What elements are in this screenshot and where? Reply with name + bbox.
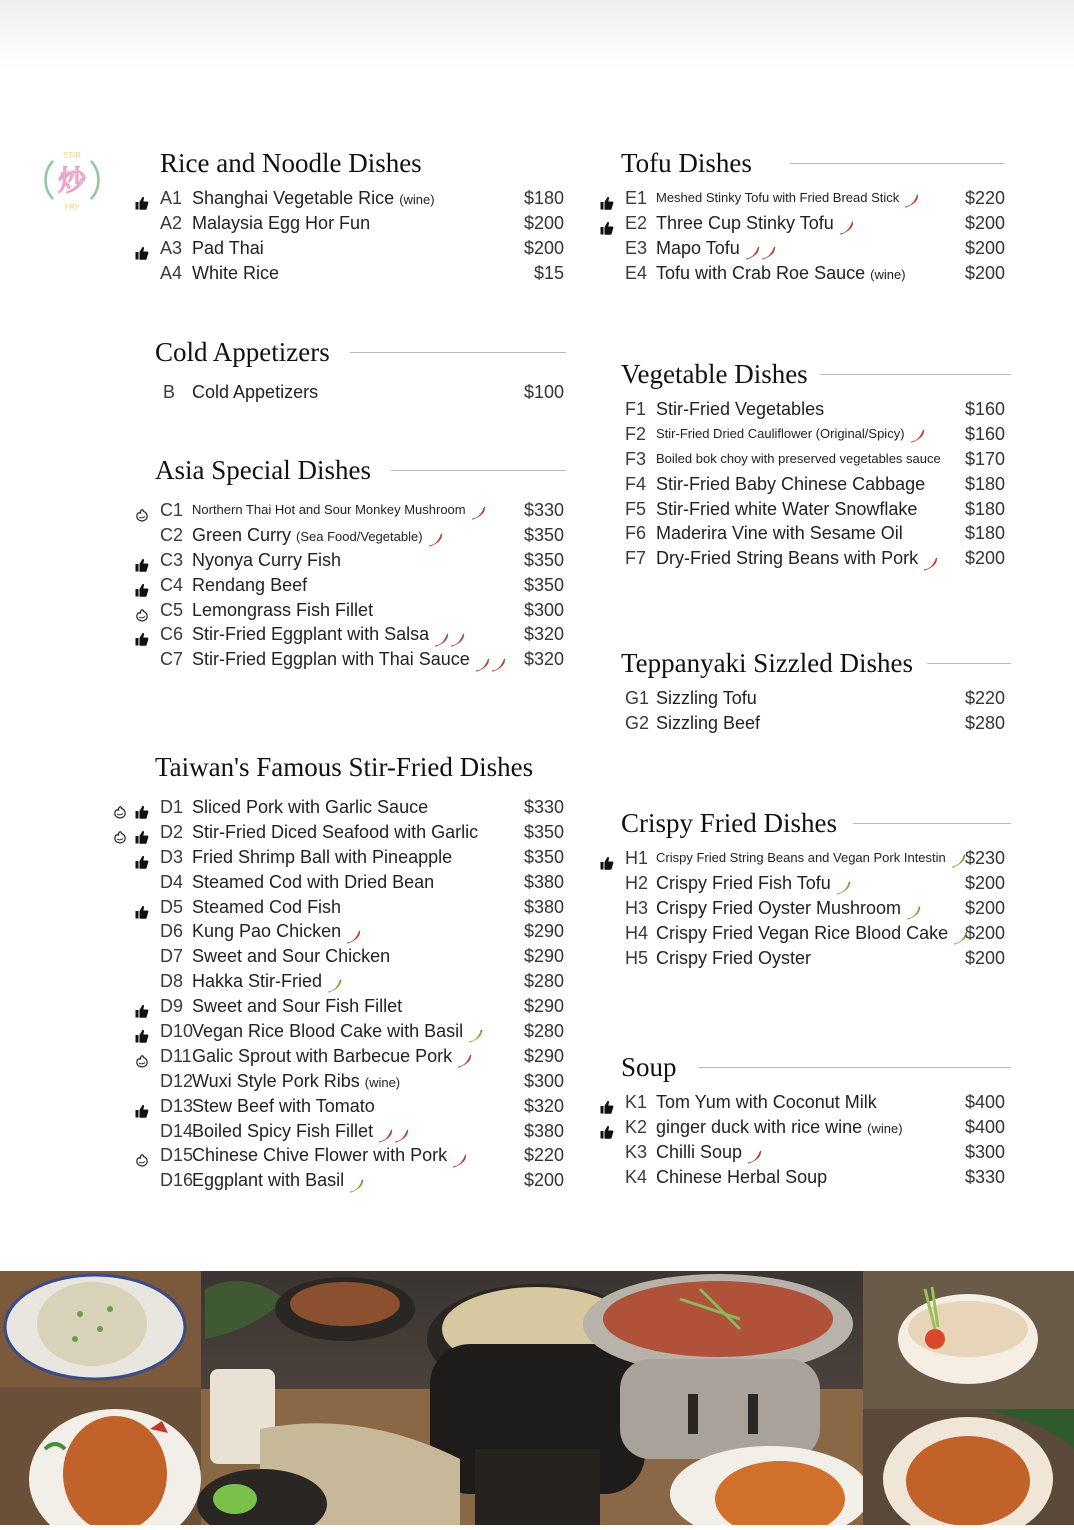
item-code: A2 bbox=[160, 212, 183, 233]
item-name: Stir-Fried Baby Chinese Cabbage bbox=[656, 473, 926, 494]
item-name: Stir-Fried Dried Cauliflower (Original/Spicy) bbox=[656, 422, 925, 447]
item-price: $350 bbox=[523, 574, 564, 595]
item-price: $320 bbox=[523, 1095, 564, 1116]
menu-item-c1 bbox=[155, 498, 566, 523]
item-name: Crispy Fried Fish Tofu bbox=[656, 871, 851, 896]
item-price: $350 bbox=[523, 524, 564, 545]
item-name: Nyonya Curry Fish bbox=[192, 549, 342, 570]
item-name: Wuxi Style Pork Ribs (wine) bbox=[192, 1070, 401, 1091]
item-price: $350 bbox=[523, 549, 564, 570]
menu-item-f7 bbox=[621, 546, 1011, 571]
item-price: $200 bbox=[523, 237, 564, 258]
item-code: E4 bbox=[625, 262, 648, 283]
item-code: A3 bbox=[160, 237, 183, 258]
section-title: Asia Special Dishes bbox=[155, 455, 566, 485]
thumbs-up-icon bbox=[135, 901, 149, 915]
item-price: $200 bbox=[523, 1170, 564, 1191]
item-code: G1 bbox=[625, 688, 650, 708]
item-code: F1 bbox=[625, 399, 647, 419]
item-code: F4 bbox=[625, 473, 647, 494]
spicy-chili-icon bbox=[909, 427, 925, 441]
section-title: Taiwan's Famous Stir-Fried Dishes bbox=[155, 752, 534, 782]
menu-item-d12 bbox=[155, 1069, 566, 1094]
item-name: Stir-Fried white Water Snowflake bbox=[656, 498, 918, 519]
item-code: D3 bbox=[160, 846, 184, 867]
thumbs-up-icon bbox=[135, 826, 149, 840]
food-photo-strip bbox=[0, 1269, 1074, 1525]
vegetarian-green-chili-icon bbox=[348, 1175, 364, 1189]
section-title: Rice and Noodle Dishes bbox=[160, 148, 422, 178]
item-code: H2 bbox=[625, 872, 649, 893]
item-price: $350 bbox=[523, 846, 564, 867]
spicy-chili-icon bbox=[922, 553, 938, 567]
item-name: Lemongrass Fish Fillet bbox=[192, 599, 374, 620]
item-note: (wine) bbox=[399, 192, 435, 207]
item-name: Crispy Fried Vegan Rice Blood Cake bbox=[656, 921, 968, 946]
item-name: Eggplant with Basil bbox=[192, 1168, 364, 1193]
item-code: D1 bbox=[160, 797, 184, 817]
item-price: $160 bbox=[964, 423, 1005, 444]
section-title: Soup bbox=[621, 1052, 1011, 1082]
svg-text:炒: 炒 bbox=[57, 164, 87, 197]
item-price: $200 bbox=[964, 947, 1005, 968]
item-price: $220 bbox=[964, 688, 1005, 708]
menu-item-d7 bbox=[155, 944, 566, 969]
item-name: Fried Shrimp Ball with Pineapple bbox=[192, 846, 453, 867]
thumbs-up-icon bbox=[135, 628, 149, 642]
item-name: Stir-Fried Diced Seafood with Garlic bbox=[192, 821, 479, 842]
item-price: $100 bbox=[523, 382, 564, 402]
spicy-chili-icon bbox=[451, 1150, 467, 1164]
thumbs-up-icon bbox=[135, 1000, 149, 1014]
item-code: D14 bbox=[160, 1120, 194, 1141]
menu-item-b bbox=[155, 380, 566, 405]
photo-clay-pot-spread bbox=[197, 1269, 870, 1525]
item-code: K4 bbox=[625, 1166, 648, 1187]
extra-spicy-chili-icon bbox=[744, 242, 776, 256]
divider bbox=[350, 352, 566, 353]
item-name: Boiled bok choy with preserved vegetables sauce bbox=[656, 450, 941, 466]
vegetarian-green-chili-icon bbox=[326, 975, 342, 989]
menu-item-d16 bbox=[155, 1168, 566, 1193]
item-price: $200 bbox=[964, 872, 1005, 893]
menu-item-h2 bbox=[621, 871, 1011, 896]
item-code: D16 bbox=[160, 1170, 194, 1191]
svg-text:STIR: STIR bbox=[63, 151, 81, 160]
thumbs-up-icon bbox=[135, 579, 149, 593]
garlic-bowl-icon bbox=[135, 1050, 149, 1064]
extra-spicy-chili-icon bbox=[474, 654, 506, 668]
item-code: C6 bbox=[160, 624, 184, 645]
item-price: $400 bbox=[964, 1092, 1005, 1112]
extra-spicy-chili-icon bbox=[433, 629, 465, 643]
item-name: Dry-Fried String Beans with Pork bbox=[656, 546, 938, 571]
item-code: D5 bbox=[160, 896, 184, 917]
item-code: E3 bbox=[625, 237, 648, 258]
vegetarian-green-chili-icon bbox=[905, 902, 921, 916]
item-price: $330 bbox=[523, 500, 564, 520]
item-price: $290 bbox=[523, 921, 564, 942]
item-price: $300 bbox=[523, 1070, 564, 1091]
item-price: $300 bbox=[523, 599, 564, 620]
menu-item-d1 bbox=[155, 795, 566, 820]
divider bbox=[927, 663, 1011, 664]
menu-item-f6 bbox=[621, 521, 1011, 546]
divider bbox=[391, 470, 566, 471]
item-name: Chinese Herbal Soup bbox=[656, 1166, 828, 1187]
menu-item-d8 bbox=[155, 969, 566, 994]
thumbs-up-icon bbox=[600, 1121, 614, 1135]
menu-item-f5 bbox=[621, 497, 1011, 522]
item-name: Rendang Beef bbox=[192, 574, 308, 595]
photo-fried-noodles bbox=[0, 1387, 201, 1525]
item-price: $230 bbox=[964, 848, 1005, 868]
menu-item-d4 bbox=[155, 870, 566, 895]
divider bbox=[820, 374, 1011, 375]
item-price: $170 bbox=[964, 448, 1005, 469]
item-code: A1 bbox=[160, 188, 183, 208]
spicy-chili-icon bbox=[746, 1146, 762, 1160]
item-code: A4 bbox=[160, 262, 183, 283]
menu-item-h4 bbox=[621, 921, 1011, 946]
garlic-bowl-icon bbox=[135, 1149, 149, 1163]
item-code: D9 bbox=[160, 996, 184, 1017]
item-name: Chilli Soup bbox=[656, 1140, 762, 1165]
menu-item-h1 bbox=[621, 846, 1011, 871]
photo-fried-rice bbox=[0, 1269, 201, 1387]
item-code: E1 bbox=[625, 188, 648, 208]
photo-curry-fish bbox=[863, 1409, 1074, 1525]
item-code: D6 bbox=[160, 921, 184, 942]
item-name: Sliced Pork with Garlic Sauce bbox=[192, 797, 429, 817]
extra-spicy-chili-icon bbox=[377, 1125, 409, 1139]
menu-item-e3 bbox=[621, 236, 1004, 261]
menu-item-e4 bbox=[621, 261, 1004, 286]
item-price: $330 bbox=[964, 1166, 1005, 1187]
item-code: D8 bbox=[160, 971, 184, 992]
menu-list bbox=[155, 380, 566, 405]
item-name: Sweet and Sour Chicken bbox=[192, 946, 391, 967]
item-name: Steamed Cod with Dried Bean bbox=[192, 871, 435, 892]
menu-item-c2 bbox=[155, 523, 566, 548]
item-name: Sizzling Tofu bbox=[656, 688, 757, 708]
item-note: (wine) bbox=[364, 1074, 401, 1090]
item-name: Northern Thai Hot and Sour Monkey Mushroom bbox=[192, 498, 486, 523]
menu-item-a4 bbox=[160, 261, 565, 286]
item-price: $320 bbox=[523, 624, 564, 645]
thumbs-up-icon bbox=[135, 192, 149, 206]
thumbs-up-icon bbox=[135, 851, 149, 865]
menu-item-d9 bbox=[155, 994, 566, 1019]
section-teppanyaki bbox=[621, 648, 1011, 736]
thumbs-up-icon bbox=[600, 217, 614, 231]
menu-item-d14 bbox=[155, 1119, 566, 1144]
item-name: Boiled Spicy Fish Fillet bbox=[192, 1119, 409, 1144]
thumbs-up-icon bbox=[600, 192, 614, 206]
item-price: $350 bbox=[523, 821, 564, 842]
item-code: C4 bbox=[160, 574, 184, 595]
item-note: (wine) bbox=[870, 266, 906, 282]
item-name: Meshed Stinky Tofu with Fried Bread Stick bbox=[656, 186, 919, 211]
section-vegetable bbox=[621, 359, 1011, 571]
thumbs-up-icon bbox=[600, 1096, 614, 1110]
spicy-chili-icon bbox=[456, 1050, 472, 1064]
thumbs-up-icon bbox=[135, 1100, 149, 1114]
item-name: Galic Sprout with Barbecue Pork bbox=[192, 1044, 472, 1069]
item-price: $220 bbox=[523, 1145, 564, 1166]
item-price: $380 bbox=[523, 1120, 564, 1141]
item-name: Chinese Chive Flower with Pork bbox=[192, 1143, 467, 1168]
spicy-chili-icon bbox=[903, 192, 919, 206]
item-price: $180 bbox=[964, 498, 1005, 519]
item-price: $180 bbox=[964, 473, 1005, 494]
item-code: D12 bbox=[160, 1070, 194, 1091]
vegetarian-green-chili-icon bbox=[950, 852, 966, 866]
garlic-bowl-icon bbox=[113, 801, 127, 815]
item-name: Shanghai Vegetable Rice (wine) bbox=[192, 188, 435, 208]
item-price: $200 bbox=[964, 212, 1005, 233]
item-code: D15 bbox=[160, 1145, 194, 1166]
item-code: E2 bbox=[625, 212, 648, 233]
item-code: C2 bbox=[160, 524, 184, 545]
section-asia-special bbox=[155, 455, 566, 672]
item-price: $200 bbox=[964, 262, 1005, 283]
item-name: Maderira Vine with Sesame Oil bbox=[656, 523, 903, 544]
item-price: $290 bbox=[523, 946, 564, 967]
menu-item-h3 bbox=[621, 896, 1011, 921]
item-price: $200 bbox=[964, 922, 1005, 943]
section-taiwan-stir-fried bbox=[155, 752, 566, 1193]
item-name: ginger duck with rice wine (wine) bbox=[656, 1116, 903, 1137]
item-code: B bbox=[163, 382, 176, 402]
menu-item-d11 bbox=[155, 1044, 566, 1069]
thumbs-up-icon bbox=[600, 852, 614, 866]
item-name: White Rice bbox=[192, 262, 280, 283]
menu-item-f3 bbox=[621, 447, 1011, 472]
menu-item-k3 bbox=[621, 1140, 1011, 1165]
item-name: Crispy Fried Oyster Mushroom bbox=[656, 896, 921, 921]
item-price: $280 bbox=[523, 1021, 564, 1042]
menu-item-c3 bbox=[155, 548, 566, 573]
item-code: D7 bbox=[160, 946, 184, 967]
item-price: $380 bbox=[523, 896, 564, 917]
item-note: (wine) bbox=[867, 1120, 903, 1136]
item-price: $330 bbox=[523, 797, 564, 817]
menu-list bbox=[621, 397, 1011, 571]
item-name: Tofu with Crab Roe Sauce (wine) bbox=[656, 262, 906, 283]
item-code: C1 bbox=[160, 500, 184, 520]
menu-item-c5 bbox=[155, 598, 566, 623]
garlic-bowl-icon bbox=[135, 604, 149, 618]
item-code: D11 bbox=[160, 1045, 192, 1066]
section-crispy-fried bbox=[621, 808, 1011, 970]
photo-tom-yum bbox=[863, 1269, 1074, 1409]
menu-item-d10 bbox=[155, 1019, 566, 1044]
spicy-chili-icon bbox=[470, 504, 486, 518]
item-name: Green Curry (Sea Food/Vegetable) bbox=[192, 523, 443, 550]
menu-item-f2 bbox=[621, 422, 1011, 447]
menu-list bbox=[621, 846, 1011, 970]
vegetarian-green-chili-icon bbox=[835, 877, 851, 891]
section-title: Tofu Dishes bbox=[621, 148, 1004, 178]
item-code: F3 bbox=[625, 448, 647, 469]
menu-item-h5 bbox=[621, 946, 1011, 971]
item-code: G2 bbox=[625, 712, 650, 733]
menu-item-d5 bbox=[155, 895, 566, 920]
divider bbox=[699, 1067, 1011, 1068]
item-code: F2 bbox=[625, 423, 647, 444]
item-code: F7 bbox=[625, 548, 647, 569]
item-price: $290 bbox=[523, 1045, 564, 1066]
item-price: $160 bbox=[964, 399, 1005, 419]
menu-item-f4 bbox=[621, 472, 1011, 497]
top-fade-band bbox=[0, 0, 1074, 70]
garlic-bowl-icon bbox=[113, 826, 127, 840]
item-price: $400 bbox=[964, 1116, 1005, 1137]
garlic-bowl-icon bbox=[135, 504, 149, 518]
menu-item-d6 bbox=[155, 919, 566, 944]
item-price: $200 bbox=[964, 237, 1005, 258]
menu-item-f1 bbox=[621, 397, 1011, 422]
thumbs-up-icon bbox=[135, 1025, 149, 1039]
menu-item-k4 bbox=[621, 1165, 1011, 1190]
menu-item-k1 bbox=[621, 1090, 1011, 1115]
vegetarian-green-chili-icon bbox=[467, 1025, 483, 1039]
item-price: $220 bbox=[964, 188, 1005, 208]
menu-item-c4 bbox=[155, 573, 566, 598]
item-code: K3 bbox=[625, 1141, 648, 1162]
item-name: Stir-Fried Eggplan with Thai Sauce bbox=[192, 647, 506, 672]
section-cold-appetizers bbox=[155, 337, 566, 405]
item-code: D13 bbox=[160, 1095, 194, 1116]
item-name: Crispy Fried Oyster bbox=[656, 947, 812, 968]
item-code: F5 bbox=[625, 498, 647, 519]
item-name: Mapo Tofu bbox=[656, 236, 776, 261]
item-code: K2 bbox=[625, 1116, 648, 1137]
section-title: Cold Appetizers bbox=[155, 337, 566, 367]
menu-item-g2 bbox=[621, 711, 1011, 736]
item-name: Stir-Fried Eggplant with Salsa bbox=[192, 622, 465, 647]
item-name: Stew Beef with Tomato bbox=[192, 1095, 375, 1116]
item-price: $280 bbox=[523, 971, 564, 992]
item-name: Tom Yum with Coconut Milk bbox=[656, 1092, 877, 1112]
item-note: (Sea Food/Vegetable) bbox=[296, 528, 423, 544]
menu-item-a2 bbox=[160, 211, 565, 236]
item-code: D2 bbox=[160, 821, 184, 842]
section-soup bbox=[621, 1052, 1011, 1190]
item-name: Hakka Stir-Fried bbox=[192, 969, 342, 994]
item-price: $15 bbox=[533, 262, 564, 283]
menu-item-e2 bbox=[621, 211, 1004, 236]
item-name: Malaysia Egg Hor Fun bbox=[192, 212, 371, 233]
item-price: $300 bbox=[964, 1141, 1005, 1162]
item-name: Sweet and Sour Fish Fillet bbox=[192, 996, 403, 1017]
svg-text:FRY: FRY bbox=[64, 203, 80, 212]
item-code: C3 bbox=[160, 549, 184, 570]
item-price: $280 bbox=[964, 712, 1005, 733]
item-price: $380 bbox=[523, 871, 564, 892]
item-name: Vegan Rice Blood Cake with Basil bbox=[192, 1019, 483, 1044]
menu-list bbox=[621, 686, 1011, 736]
menu-item-c6 bbox=[155, 622, 566, 647]
item-name: Cold Appetizers bbox=[192, 382, 319, 402]
menu-item-d15 bbox=[155, 1143, 566, 1168]
item-price: $320 bbox=[523, 649, 564, 670]
thumbs-up-icon bbox=[135, 554, 149, 568]
item-name: Three Cup Stinky Tofu bbox=[656, 211, 854, 236]
menu-item-e1 bbox=[621, 186, 1004, 211]
item-code: D4 bbox=[160, 871, 184, 892]
item-name: Kung Pao Chicken bbox=[192, 919, 361, 944]
menu-item-a1 bbox=[160, 186, 565, 211]
item-code: H3 bbox=[625, 897, 649, 918]
divider bbox=[853, 823, 1011, 824]
item-code: H5 bbox=[625, 947, 649, 968]
stir-fry-logo bbox=[39, 148, 105, 212]
menu-item-g1 bbox=[621, 686, 1011, 711]
spicy-chili-icon bbox=[427, 529, 443, 543]
menu-list bbox=[160, 186, 565, 286]
item-price: $180 bbox=[964, 523, 1005, 544]
item-price: $180 bbox=[523, 188, 564, 208]
menu-item-d3 bbox=[155, 845, 566, 870]
item-code: H1 bbox=[625, 848, 649, 868]
spicy-chili-icon bbox=[838, 217, 854, 231]
item-price: $290 bbox=[523, 996, 564, 1017]
section-title: Crispy Fried Dishes bbox=[621, 808, 1011, 838]
item-code: H4 bbox=[625, 922, 649, 943]
divider bbox=[790, 163, 1004, 164]
item-name: Sizzling Beef bbox=[656, 712, 761, 733]
section-tofu bbox=[621, 148, 1004, 286]
menu-item-a3 bbox=[160, 236, 565, 261]
item-code: C7 bbox=[160, 649, 184, 670]
thumbs-up-icon bbox=[135, 801, 149, 815]
item-code: K1 bbox=[625, 1092, 648, 1112]
menu-item-k2 bbox=[621, 1115, 1011, 1140]
item-code: F6 bbox=[625, 523, 647, 544]
menu-list bbox=[155, 498, 566, 672]
item-name: Steamed Cod Fish bbox=[192, 896, 342, 917]
section-rice-noodle bbox=[160, 148, 565, 286]
item-price: $200 bbox=[523, 212, 564, 233]
item-name: Pad Thai bbox=[192, 237, 264, 258]
menu-list bbox=[621, 186, 1004, 286]
spicy-chili-icon bbox=[345, 926, 361, 940]
item-name: Stir-Fried Vegetables bbox=[656, 399, 825, 419]
menu-item-d13 bbox=[155, 1094, 566, 1119]
item-name: Crispy Fried String Beans and Vegan Pork Intestin bbox=[656, 846, 966, 871]
item-price: $200 bbox=[964, 897, 1005, 918]
item-code: D10 bbox=[160, 1021, 194, 1042]
thumbs-up-icon bbox=[135, 242, 149, 256]
menu-list bbox=[155, 795, 566, 1193]
section-title: Vegetable Dishes bbox=[621, 359, 1011, 389]
menu-item-c7 bbox=[155, 647, 566, 672]
menu-list bbox=[621, 1090, 1011, 1190]
menu-item-d2 bbox=[155, 820, 566, 845]
item-note: (Original/Spicy) bbox=[815, 425, 905, 441]
item-price: $200 bbox=[964, 548, 1005, 569]
section-title: Teppanyaki Sizzled Dishes bbox=[621, 648, 1011, 678]
item-code: C5 bbox=[160, 599, 184, 620]
